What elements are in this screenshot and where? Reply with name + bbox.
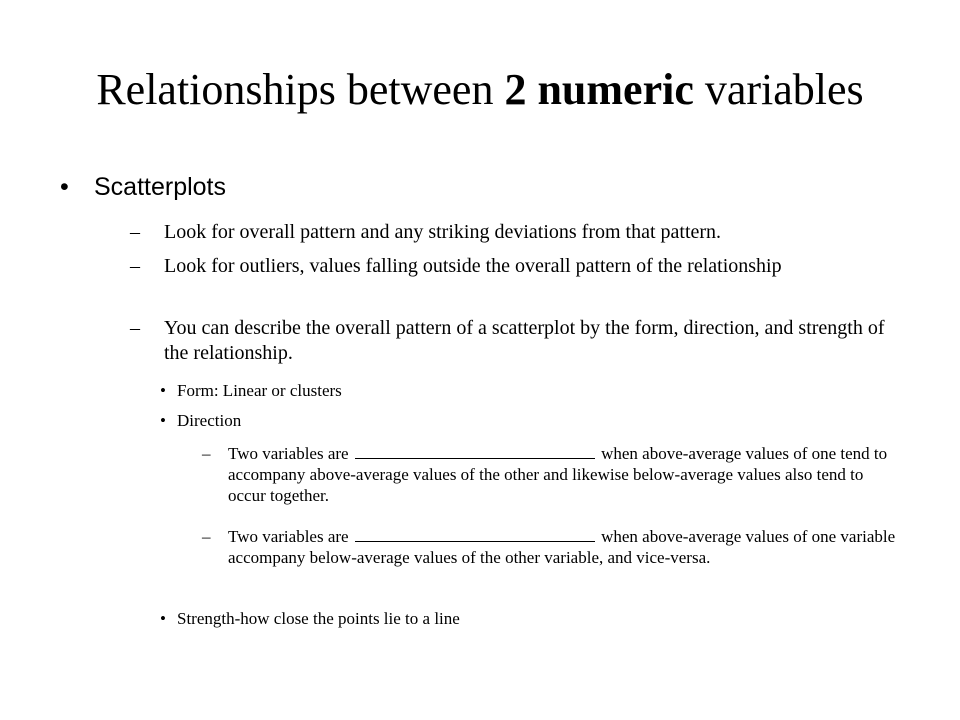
sub-item-text: Look for overall pattern and any striking deviations from that pattern. (164, 221, 722, 243)
point-text: Strength-how close the points lie to a line (177, 609, 460, 628)
fill-in-blank (355, 526, 595, 542)
bullet-marker: • (60, 173, 69, 201)
sub-item-overall-pattern (130, 220, 910, 245)
dot-marker: • (160, 381, 166, 400)
title-part-1: Relationships between (96, 65, 505, 114)
fill-in-blank (355, 443, 595, 459)
dash-marker: – (202, 527, 211, 546)
dash-marker: – (130, 255, 140, 277)
sub-item-describe-pattern (130, 316, 910, 366)
direction-text-after: when above-average values of one tend to accompany above-average values of the other and likewise below-average values also tend to occur together. (228, 444, 888, 505)
sub-item-text: Look for outliers, values falling outside the overall pattern of the relationship (164, 255, 782, 277)
dot-marker: • (160, 609, 166, 628)
direction-negative (202, 526, 902, 568)
direction-positive (202, 443, 902, 506)
title-bold-part: 2 numeric (504, 65, 694, 114)
dash-marker: – (202, 444, 211, 463)
point-text: Form: Linear or clusters (177, 381, 342, 400)
dot-marker: • (160, 411, 166, 430)
sub-item-text: You can describe the overall pattern of a scatterplot by the form, direction, and strength of the relationship. (164, 317, 885, 364)
point-strength (160, 608, 880, 629)
dash-marker: – (130, 317, 140, 339)
title-part-2: variables (693, 65, 864, 114)
dash-marker: – (130, 221, 140, 243)
direction-text (228, 443, 902, 506)
direction-text-before: Two variables are (228, 527, 349, 546)
point-text: Direction (177, 411, 242, 430)
direction-text (228, 526, 902, 568)
bullet-label: Scatterplots (94, 173, 227, 201)
direction-text-after: when above-average values of one variable accompany below-average values of the other variable, and vice-versa. (228, 527, 896, 567)
point-form (160, 380, 880, 401)
sub-item-outliers (130, 254, 910, 279)
point-direction (160, 410, 880, 431)
direction-text-before: Two variables are (228, 444, 349, 463)
slide-title (0, 62, 960, 118)
